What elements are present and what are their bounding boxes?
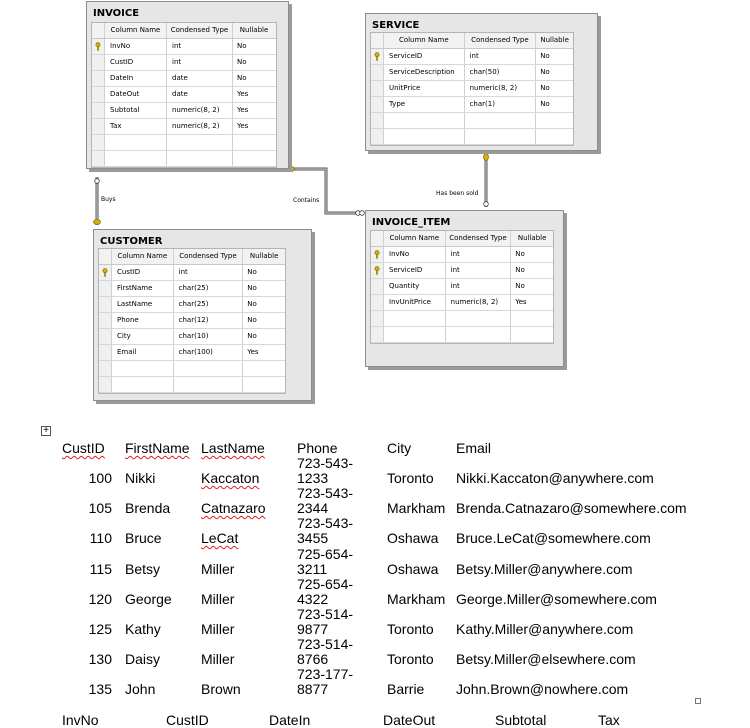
customer-header-lastname: LastName [201,440,265,456]
resize-corner-icon[interactable] [695,698,701,704]
grid-header-cell: Condensed Type [174,249,244,264]
column-nullable: No [515,266,525,274]
grid-header-cell: Nullable [517,234,547,242]
cell-city: Markham [387,500,446,516]
cell-firstname: Nikki [125,470,156,486]
invoice-header-datein: DateIn [269,712,311,728]
column-row[interactable] [371,263,553,279]
grid-header-cell: Nullable [249,252,279,260]
column-row[interactable] [92,103,276,119]
cell-custid: 125 [88,621,112,637]
column-type: int [446,247,512,262]
column-name: DateOut [105,87,167,102]
column-nullable [536,129,573,144]
column-nullable: No [540,68,550,76]
column-name [112,361,174,376]
column-nullable: No [247,284,257,292]
cell-email: Nikki.Kaccaton@anywhere.com [456,470,654,486]
column-row[interactable] [99,265,285,281]
column-row[interactable] [92,135,276,151]
cell-phone: 723-514-8766 [297,636,354,667]
grid-header [92,23,276,39]
invoice-item-table-box[interactable] [365,210,564,367]
column-name: CustID [105,55,167,70]
cell-phone: 723-514-9877 [297,606,354,637]
cell-email: Brenda.Catnazaro@somewhere.com [456,500,687,516]
cell-custid: 105 [88,500,112,516]
column-name: Tax [105,119,167,134]
column-type [446,311,512,326]
cell-phone: 723-543-1233 [297,455,354,486]
column-row[interactable] [99,345,285,361]
column-row[interactable] [371,113,573,129]
column-nullable: Yes [515,298,527,306]
cell-city: Toronto [387,470,434,486]
column-nullable [511,311,553,326]
column-name [105,151,167,166]
column-nullable [243,361,285,376]
grid-header [371,33,573,49]
service-table-box[interactable] [365,13,598,151]
column-nullable: No [237,58,247,66]
cell-phone: 725-654-4322 [297,576,354,607]
column-name: UnitPrice [384,81,465,96]
cell-city: Oshawa [387,530,439,546]
invoice-header-subtotal: Subtotal [495,712,547,728]
primary-key-icon [101,268,109,277]
column-name: DateIn [105,71,167,86]
cell-lastname: Kaccaton [201,470,260,486]
customer-table-box[interactable] [93,229,312,401]
column-nullable: No [247,332,257,340]
cell-firstname: Daisy [125,651,161,667]
column-nullable: Yes [237,106,249,114]
cell-email: Bruce.LeCat@somewhere.com [456,530,651,546]
column-nullable: Yes [237,90,249,98]
cell-firstname: John [125,681,156,697]
column-nullable: Yes [237,122,249,130]
cell-custid: 135 [88,681,112,697]
column-type: char(1) [465,97,537,112]
column-type [174,361,244,376]
buys-many-end-icon [95,179,100,184]
column-row[interactable] [371,311,553,327]
cell-lastname: LeCat [201,530,239,546]
invoice-item-column-grid [370,230,554,344]
column-type: date [167,87,233,102]
column-nullable: No [247,268,257,276]
column-name: Phone [112,313,174,328]
cell-lastname: Miller [201,561,235,577]
column-row[interactable] [99,297,285,313]
column-nullable [233,151,275,166]
has-been-sold-key-end-icon [484,154,489,161]
cell-phone: 723-543-2344 [297,485,354,516]
column-type: int [174,265,244,280]
cell-email: Kathy.Miller@anywhere.com [456,621,634,637]
column-name: InvUnitPrice [384,295,446,310]
cell-custid: 110 [89,530,112,546]
column-type [167,135,233,150]
grid-header-cell: Nullable [540,36,569,44]
invoice-header-invno: InvNo [62,712,99,728]
cell-lastname: Miller [201,621,235,637]
customer-header-email: Email [456,440,492,456]
column-row[interactable] [92,87,276,103]
cell-lastname: Catnazaro [201,500,266,516]
contains-connector [293,169,362,213]
column-row[interactable] [99,361,285,377]
column-type: int [465,49,537,64]
invoice-header-custid: CustID [166,712,209,728]
column-name: City [112,329,174,344]
relationship-label-buys: Buys [101,196,116,203]
column-nullable: No [237,74,247,82]
column-name: LastName [112,297,174,312]
column-type: char(100) [174,345,244,360]
grid-header-cell: Column Name [384,33,465,48]
column-name: Subtotal [105,103,167,118]
grid-header [371,231,553,247]
table-title: SERVICE [372,20,420,31]
column-nullable [536,113,573,128]
column-row[interactable] [99,377,285,393]
cell-lastname: Miller [201,591,235,607]
column-row[interactable] [371,65,573,81]
table-move-handle-icon[interactable]: + [41,426,51,436]
column-name [384,327,446,342]
column-type: int [446,279,512,294]
cell-city: Toronto [387,651,434,667]
column-name: Email [112,345,174,360]
column-nullable: Yes [247,348,259,356]
column-row[interactable] [371,81,573,97]
column-name: InvNo [105,39,167,54]
column-name: InvNo [384,247,446,262]
has-been-sold-many-end-icon [484,202,489,207]
column-nullable: No [247,300,257,308]
column-type: numeric(8, 2) [167,119,233,134]
service-column-grid [370,32,574,146]
grid-header-cell: Column Name [105,23,167,38]
column-nullable: No [540,84,550,92]
column-type: int [167,39,233,54]
grid-header-cell: Condensed Type [446,231,512,246]
invoice-table-box[interactable] [86,1,289,169]
column-name: Quantity [384,279,446,294]
cell-firstname: Bruce [125,530,162,546]
column-name: ServiceDescription [384,65,465,80]
cell-email: John.Brown@nowhere.com [456,681,629,697]
customer-header-custid: CustID [62,440,105,456]
column-type: date [167,71,233,86]
column-row[interactable] [371,247,553,263]
cell-email: Betsy.Miller@anywhere.com [456,561,633,577]
column-type: numeric(8, 2) [465,81,537,96]
column-name [384,113,465,128]
column-nullable: No [515,250,525,258]
column-nullable [243,377,285,392]
column-name: ServiceID [384,49,465,64]
column-row[interactable] [371,279,553,295]
column-row[interactable] [99,313,285,329]
column-row[interactable] [92,39,276,55]
invoice-column-grid [91,22,277,168]
cell-firstname: George [125,591,172,607]
column-name [112,377,174,392]
grid-header-cell: Column Name [112,249,174,264]
column-row[interactable] [371,97,573,113]
grid-header-cell: Column Name [384,231,446,246]
cell-firstname: Brenda [125,500,171,516]
column-row[interactable] [99,281,285,297]
cell-firstname: Betsy [125,561,161,577]
cell-lastname: Miller [201,651,235,667]
cell-phone: 723-543-3455 [297,515,354,546]
cell-city: Oshawa [387,561,439,577]
column-nullable: No [247,316,257,324]
column-name [384,129,465,144]
grid-header [99,249,285,265]
column-nullable [233,135,275,150]
cell-lastname: Brown [201,681,241,697]
column-type: int [446,263,512,278]
column-row[interactable] [371,295,553,311]
column-type: numeric(8, 2) [446,295,512,310]
table-title: INVOICE_ITEM [372,217,451,228]
column-nullable: No [540,100,550,108]
cell-phone: 725-654-3211 [297,546,354,577]
customer-header-phone: Phone [297,440,338,456]
column-type [446,327,512,342]
grid-header-cell: Condensed Type [167,23,233,38]
column-type: char(50) [465,65,537,80]
column-type: numeric(8, 2) [167,103,233,118]
grid-header-cell: Nullable [239,26,269,34]
column-name: ServiceID [384,263,446,278]
cell-email: Betsy.Miller@elsewhere.com [456,651,636,667]
cell-email: George.Miller@somewhere.com [456,591,657,607]
primary-key-icon [373,266,381,275]
column-nullable: No [515,282,525,290]
buys-key-end-icon [94,220,101,225]
grid-header-cell: Condensed Type [465,33,537,48]
primary-key-icon [94,42,102,51]
column-type: char(12) [174,313,244,328]
column-name [384,311,446,326]
relationship-label-contains: Contains [293,197,320,204]
cell-city: Barrie [387,681,425,697]
customer-column-grid [98,248,286,394]
column-row[interactable] [371,129,573,145]
primary-key-icon [373,250,381,259]
column-row[interactable] [92,55,276,71]
cell-city: Markham [387,591,446,607]
primary-key-icon [373,52,381,61]
column-row[interactable] [371,49,573,65]
column-type: char(10) [174,329,244,344]
column-row[interactable] [99,329,285,345]
column-type: char(25) [174,281,244,296]
column-nullable [511,327,553,342]
column-type [465,129,537,144]
column-name [105,135,167,150]
cell-custid: 130 [88,651,112,667]
relationship-label-has-been-sold: Has been sold [436,190,479,197]
column-type [167,151,233,166]
column-name: Type [384,97,465,112]
column-name: CustID [112,265,174,280]
table-title: INVOICE [93,8,140,19]
cell-city: Toronto [387,621,434,637]
column-name: FirstName [112,281,174,296]
column-row[interactable] [371,327,553,343]
customer-header-city: City [387,440,412,456]
cell-custid: 120 [88,591,112,607]
invoice-header-tax: Tax [598,712,620,728]
customer-header-firstname: FirstName [125,440,190,456]
column-row[interactable] [92,71,276,87]
table-title: CUSTOMER [100,236,163,247]
cell-custid: 115 [89,561,112,577]
column-type: int [167,55,233,70]
column-row[interactable] [92,151,276,167]
cell-firstname: Kathy [125,621,161,637]
column-nullable: No [540,52,550,60]
column-type: char(25) [174,297,244,312]
column-row[interactable] [92,119,276,135]
column-type [174,377,244,392]
column-nullable: No [237,42,247,50]
invoice-header-dateout: DateOut [383,712,436,728]
cell-custid: 100 [88,470,112,486]
cell-phone: 723-177-8877 [297,666,354,697]
column-type [465,113,537,128]
